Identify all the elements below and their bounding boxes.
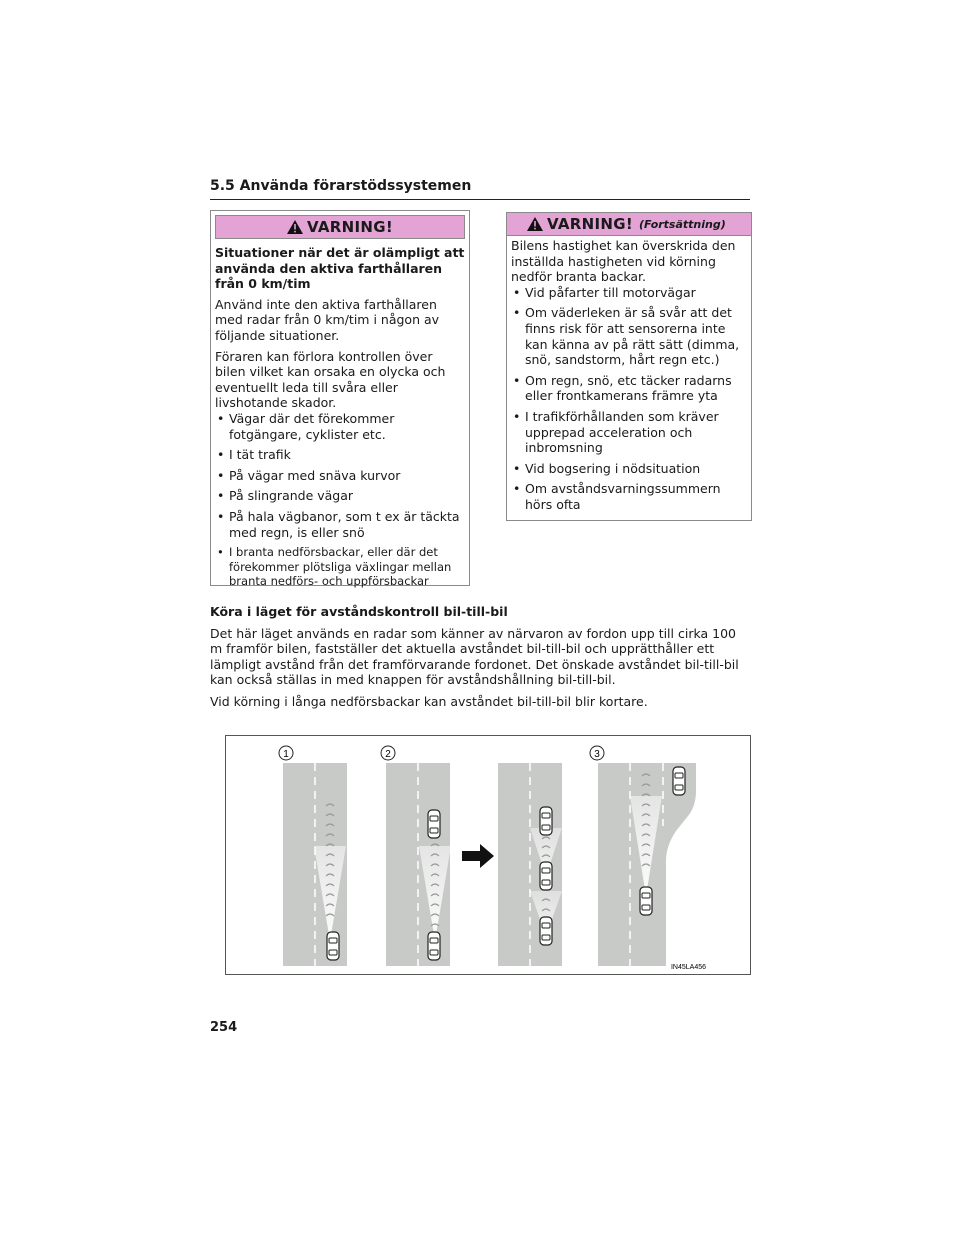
figure-label-2 bbox=[381, 746, 395, 760]
svg-text:1: 1 bbox=[283, 749, 289, 760]
list-item: • Om väderleken är så svår att det finns risk för att sensorerna inte kan känna av på rätt sätt (dimma, snö, sandstorm, hårt regn etc.) bbox=[511, 305, 747, 367]
warning-heading: Situationer när det är olämpligt att använda den aktiva farthållaren från 0 km/tim bbox=[215, 245, 465, 292]
warning-box-right bbox=[506, 212, 752, 521]
figure-label-1 bbox=[279, 746, 293, 760]
figure-illustration bbox=[226, 736, 750, 974]
warning-paragraph: Använd inte den aktiva farthållaren med radar från 0 km/tim i någon av följande situationer. bbox=[215, 296, 440, 343]
body-paragraph: Vid körning i långa nedförsbackar kan avståndet bil-till-bil blir kortare. bbox=[210, 693, 648, 709]
list-item: • Om avståndsvarningssummern hörs ofta bbox=[511, 481, 747, 512]
list-item: • I branta nedförsbackar, eller där det förekommer plötsliga växlingar mellan branta nedförs- och uppförsbackar bbox=[215, 545, 465, 589]
list-item: • På slingrande vägar bbox=[215, 488, 465, 504]
warning-box-left bbox=[210, 210, 470, 589]
list-item: • I tät trafik bbox=[215, 447, 465, 463]
warning-continuation: (Fortsättning) bbox=[639, 217, 726, 231]
warning-header bbox=[215, 215, 465, 239]
list-item: • På vägar med snäva kurvor bbox=[215, 468, 465, 484]
body-paragraph: Det här läget används en radar som känner av närvaron av fordon upp till cirka 100 m framför bilen, fastställer det aktuella avståndet bil-till-bil och upprätthåller ett lämpligt avstånd från det framförvarande fordonet. Det önskade avståndet bil-till-bil kan också ställas in med knappen för avståndshållning bil-till-bil. bbox=[210, 625, 739, 688]
warning-list bbox=[511, 285, 747, 513]
section-header: 5.5 Använda förarstödssystemen bbox=[210, 178, 750, 200]
list-item: • Vägar där det förekommer fotgängare, cyklister etc. bbox=[215, 411, 465, 442]
svg-text:3: 3 bbox=[594, 749, 600, 760]
page-number: 254 bbox=[210, 1020, 238, 1035]
list-item: • Vid påfarter till motorvägar bbox=[511, 285, 747, 301]
road-scene-2 bbox=[386, 763, 451, 966]
warning-triangle-icon bbox=[287, 220, 303, 234]
right-arrow-icon bbox=[462, 844, 494, 868]
warning-list bbox=[215, 411, 465, 589]
body-section bbox=[210, 604, 750, 716]
list-item: • Om regn, snö, etc täcker radarns eller frontkamerans främre yta bbox=[511, 373, 747, 404]
road-scene-1 bbox=[283, 763, 347, 966]
warning-title: VARNING! bbox=[307, 218, 393, 236]
list-item: • På hala vägbanor, som t ex är täckta med regn, is eller snö bbox=[215, 509, 465, 540]
warning-paragraph: Föraren kan förlora kontrollen över bilen vilket kan orsaka en olycka och eventuellt leda till svåra eller livshotande skador. bbox=[215, 348, 446, 411]
warning-title: VARNING! bbox=[547, 215, 633, 233]
warning-header bbox=[507, 213, 751, 236]
warning-triangle-icon bbox=[527, 217, 543, 231]
distance-control-figure bbox=[225, 735, 751, 975]
figure-code: IN45LA456 bbox=[670, 964, 706, 971]
subheading: Köra i läget för avståndskontroll bil-till-bil bbox=[210, 604, 508, 619]
list-item: • I trafikförhållanden som kräver upprepad acceleration och inbromsning bbox=[511, 409, 747, 456]
road-scene-2b bbox=[498, 763, 562, 966]
road-scene-3 bbox=[598, 763, 696, 966]
svg-text:2: 2 bbox=[385, 749, 391, 760]
figure-label-3 bbox=[590, 746, 604, 760]
warning-paragraph: Bilens hastighet kan överskrida den inställda hastigheten vid körning nedför branta backar. bbox=[511, 238, 736, 285]
list-item: • Vid bogsering i nödsituation bbox=[511, 461, 747, 477]
